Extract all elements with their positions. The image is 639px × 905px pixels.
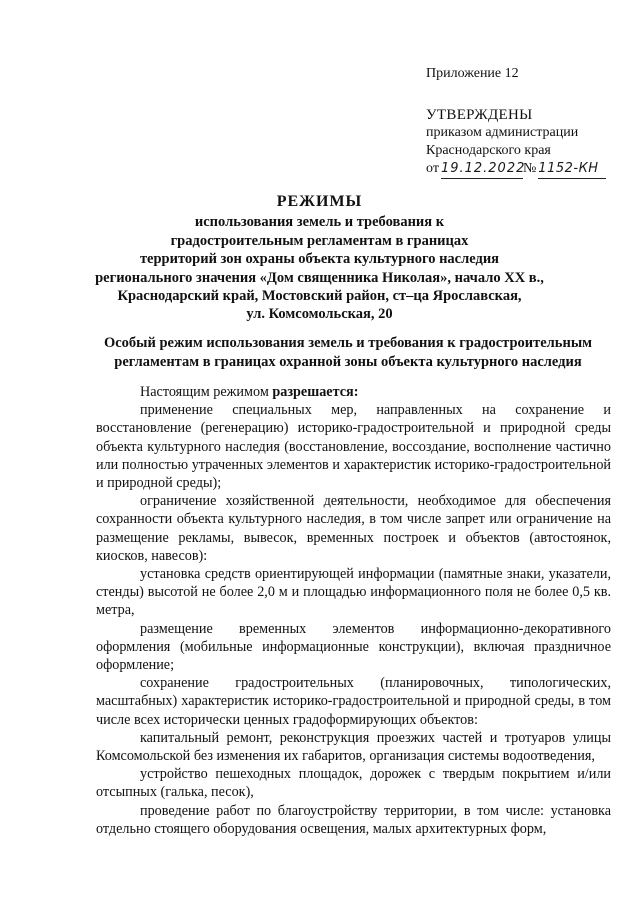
approval-date-line — [426, 160, 606, 179]
approved-line-2: Краснодарского края — [426, 143, 551, 158]
title-line-1: использования земель и требования к — [194, 214, 445, 231]
number-prefix: № — [522, 161, 537, 176]
body-paragraph-4: размещение временных элементов информационно-декоративного оформления (мобильные информационные конструкции), включая праздничное оформление; — [96, 620, 611, 674]
approved-line-1: приказом администрации — [426, 125, 579, 140]
body-paragraph-3: установка средств ориентирующей информации (памятные знаки, указатели, стенды) высотой не более 2,0 м и площадью информационного поля не более 0,5 кв. метра, — [96, 566, 611, 619]
title-line-4: регионального значения «Дом священника Николая», начало XX в., — [95, 269, 544, 286]
body-paragraph-2: ограничение хозяйственной деятельности, необходимое для обеспечения сохранности объекта культурного наследия, в том числе запрет или ограничение на размещение рекламы, вывесок, временных построек и объектов (автостоянок, киосков, навесов): — [96, 493, 611, 564]
title-line-2: градостроительным регламентам в границах — [170, 232, 469, 249]
approved-title: УТВЕРЖДЕНЫ — [426, 107, 533, 123]
date-prefix: от — [426, 161, 439, 176]
appendix-label: Приложение 12 — [426, 66, 519, 81]
body-paragraph-8: проведение работ по благоустройству территории, в том числе: установка отдельно стоящего оборудования освещения, малых архитектурных форм, — [96, 802, 611, 837]
intro-text: Настоящим режимом — [140, 384, 273, 400]
handwritten-number: 1152-КН — [538, 160, 606, 179]
title-line-6: ул. Комсомольская, 20 — [246, 306, 393, 323]
body-paragraph-5: сохранение градостроительных (планировочных, типологических, масштабных) характеристик историко-градостроительной и природной среды, в том числе всех исторически ценных градоформирующих объектов: — [96, 675, 611, 728]
body-paragraph-1: применение специальных мер, направленных на сохранение и восстановление (регенерацию) историко-градостроительной и природной среды объекта культурного наследия (восстановление, воссоздание, восполнение частично или полностью утраченных элементов и характеристик историко-градостроительной и природной среды); — [96, 402, 611, 492]
document-title — [0, 193, 639, 324]
title-line-3: территорий зон охраны объекта культурного наследия — [139, 251, 500, 268]
section-heading-line-2: регламентам в границах охранной зоны объекта культурного наследия — [114, 353, 582, 370]
body-paragraph-6: капитальный ремонт, реконструкция проезжих частей и тротуаров улицы Комсомольской без изменения их габаритов, организация системы водоотведения, — [96, 729, 611, 765]
approval-block — [426, 106, 606, 179]
intro-bold: разрешается: — [272, 384, 359, 400]
section-heading-line-1: Особый режим использования земель и требования к градостроительным — [103, 335, 593, 351]
body-paragraph-7: устройство пешеходных площадок, дорожек с твердым покрытием и/или отсыпных (галька, песок), — [96, 766, 611, 801]
title-line-5: Краснодарский край, Мостовский район, ст–ца Ярославская, — [117, 288, 522, 305]
section-heading — [88, 334, 608, 371]
document-body — [96, 383, 611, 838]
title-main: РЕЖИМЫ — [276, 193, 363, 210]
handwritten-date: 19.12.2022 — [441, 160, 523, 179]
intro-paragraph — [96, 383, 611, 401]
